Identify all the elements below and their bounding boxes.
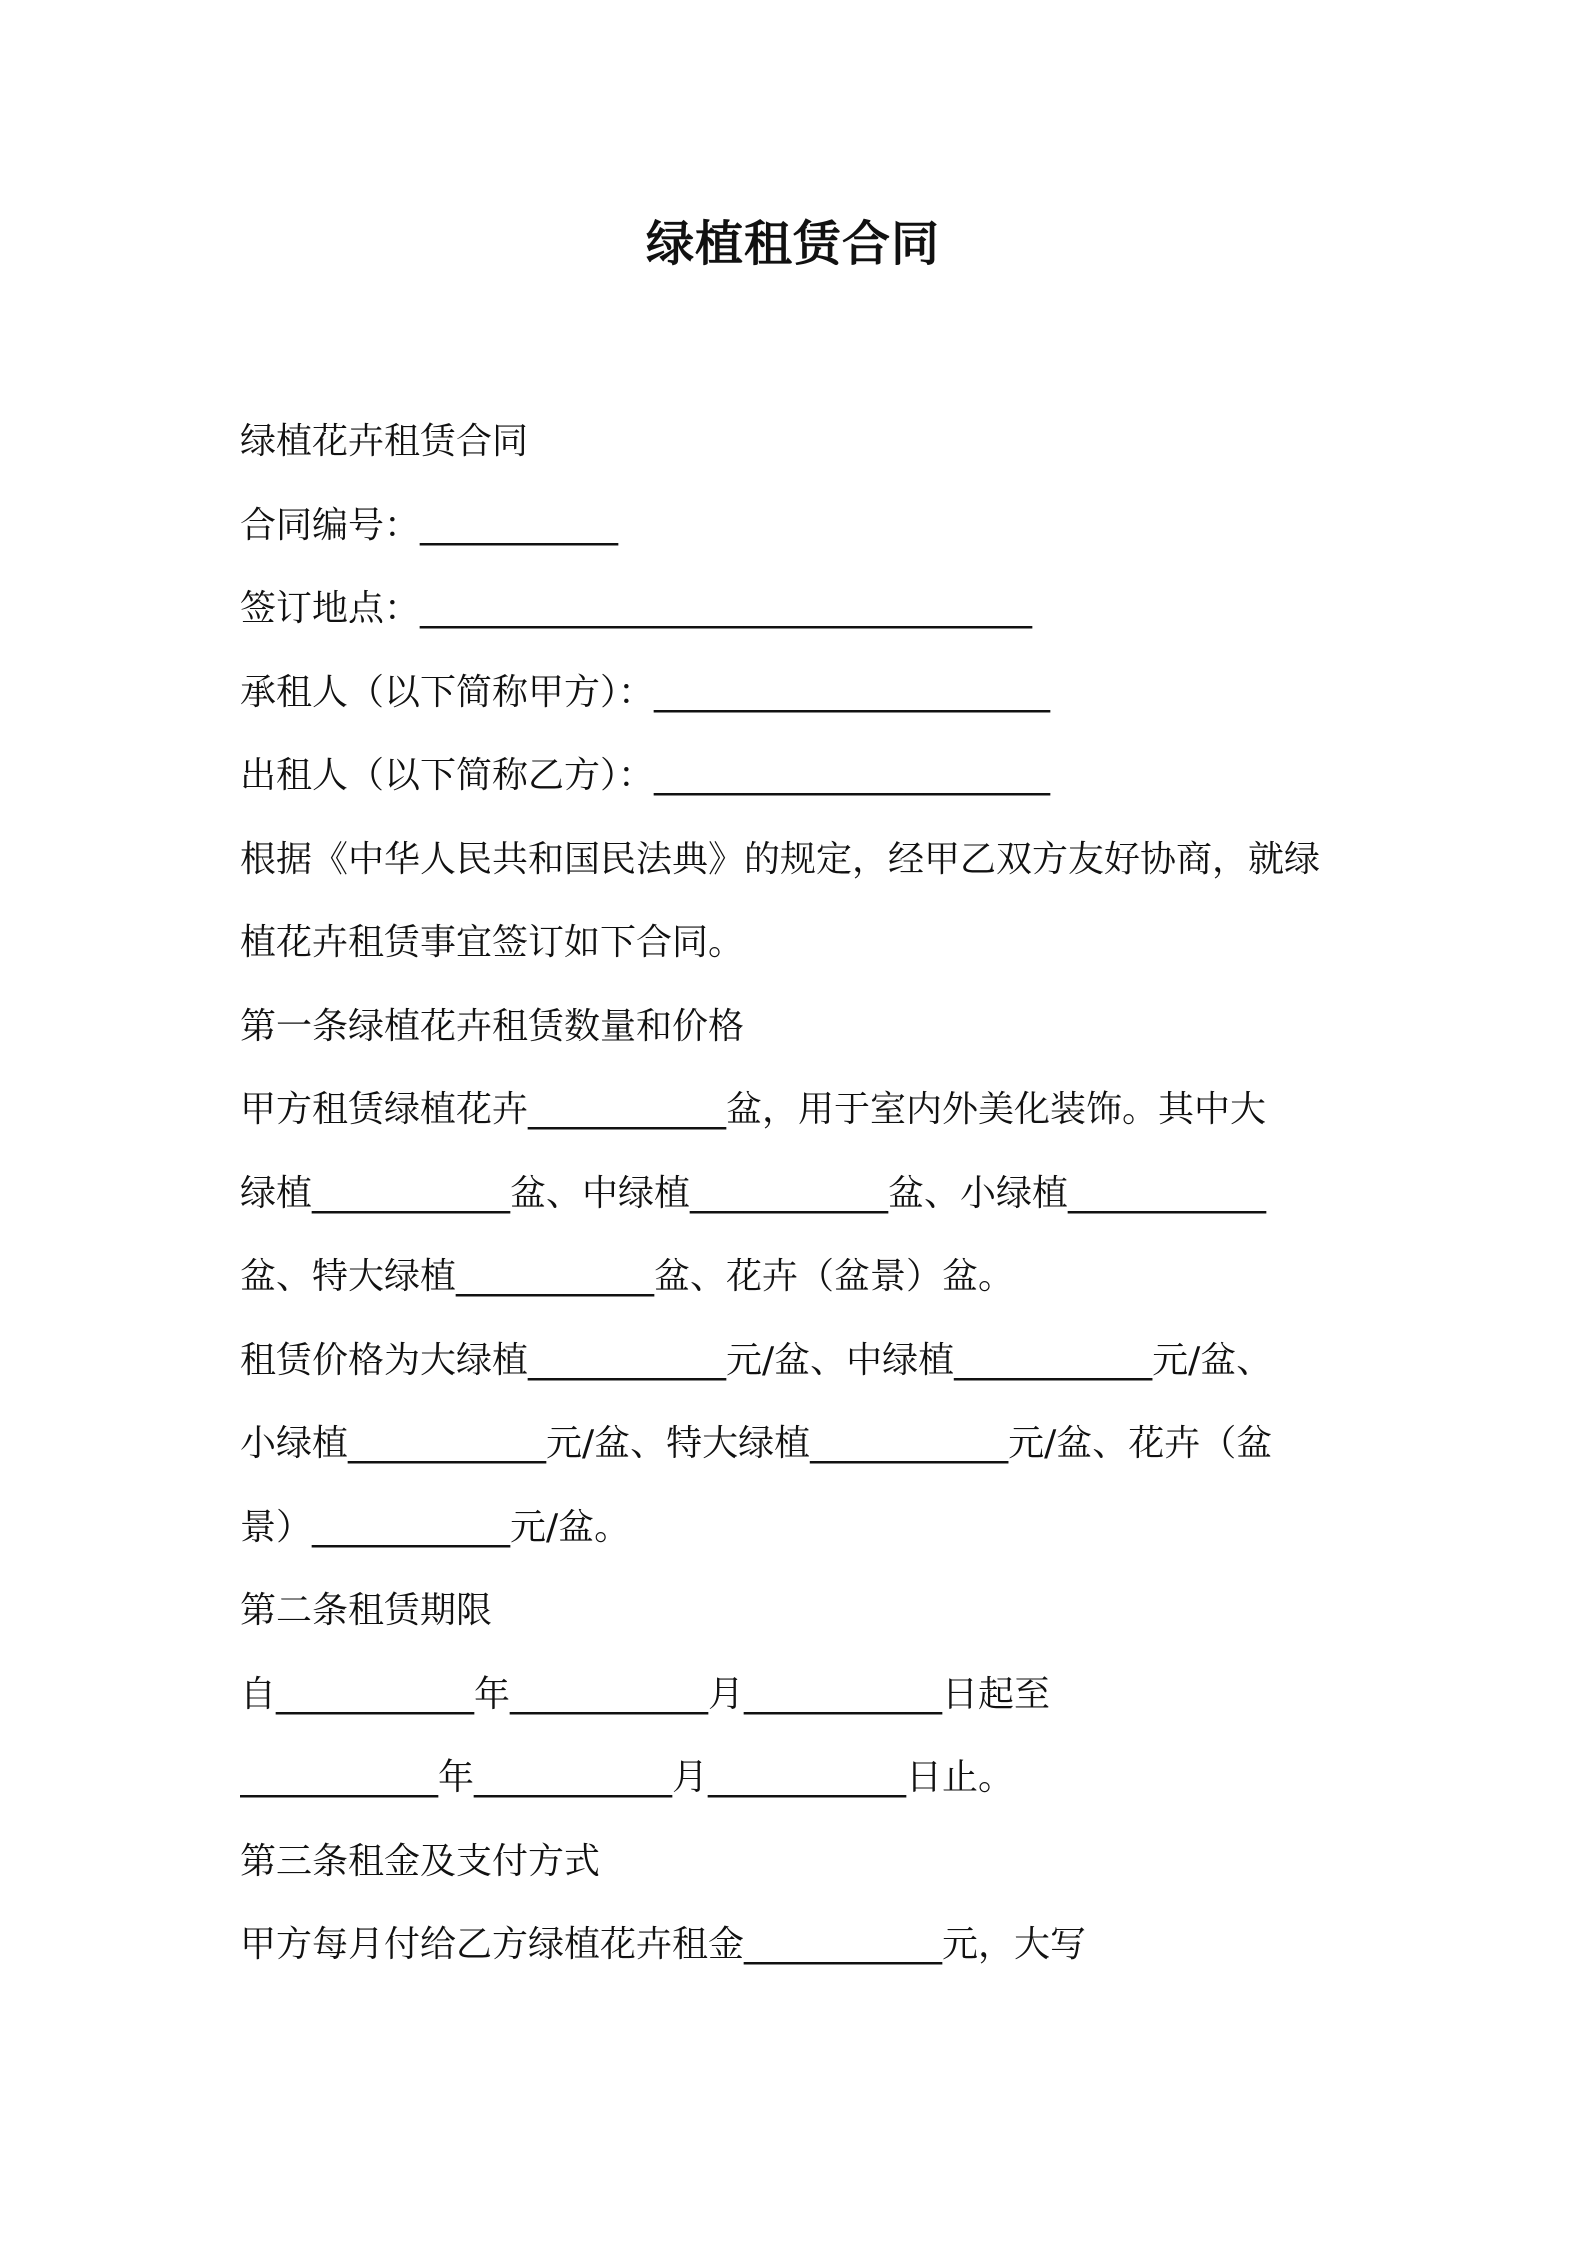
article-1-heading: 第一条绿植花卉租赁数量和价格 bbox=[240, 1005, 745, 1047]
article-1-line-4: 租赁价格为大绿植___________元/盆、中绿植___________元/盆、 bbox=[240, 1339, 1273, 1381]
article-2-heading: 第二条租赁期限 bbox=[240, 1590, 493, 1631]
article-1-line-2: 绿植___________盆、中绿植___________盆、小绿植___________ bbox=[240, 1172, 1267, 1214]
preamble-line-2: 植花卉租赁事宜签订如下合同。 bbox=[240, 922, 745, 963]
article-2-line-2: ___________年___________月___________日止。 bbox=[240, 1757, 1015, 1798]
preamble-line-1: 根据《中华人民共和国民法典》的规定，经甲乙双方友好协商，就绿 bbox=[240, 838, 1321, 880]
lessee-field: 承租人（以下简称甲方）：______________________ bbox=[240, 671, 1051, 713]
signing-place-field: 签订地点：__________________________________ bbox=[240, 588, 1033, 629]
contract-subtitle: 绿植花卉租赁合同 bbox=[240, 421, 529, 462]
article-1-line-1: 甲方租赁绿植花卉___________盆，用于室内外美化装饰。其中大 bbox=[240, 1089, 1267, 1130]
article-3-line-1: 甲方每月付给乙方绿植花卉租金___________元，大写 bbox=[240, 1924, 1087, 1965]
article-1-line-6: 景）___________元/盆。 bbox=[240, 1506, 631, 1548]
document-title: 绿植租赁合同 bbox=[645, 216, 940, 272]
article-3-heading: 第三条租金及支付方式 bbox=[240, 1840, 601, 1882]
article-1-line-3: 盆、特大绿植___________盆、花卉（盆景）盆。 bbox=[240, 1256, 1015, 1297]
article-1-line-5: 小绿植___________元/盆、特大绿植___________元/盆、花卉（盆 bbox=[240, 1423, 1273, 1464]
contract-number-field: 合同编号：___________ bbox=[240, 504, 619, 546]
article-2-line-1: 自___________年___________月___________日起至 bbox=[240, 1673, 1051, 1715]
document-body bbox=[240, 400, 1360, 1987]
lessor-field: 出租人（以下简称乙方）：______________________ bbox=[240, 755, 1051, 796]
